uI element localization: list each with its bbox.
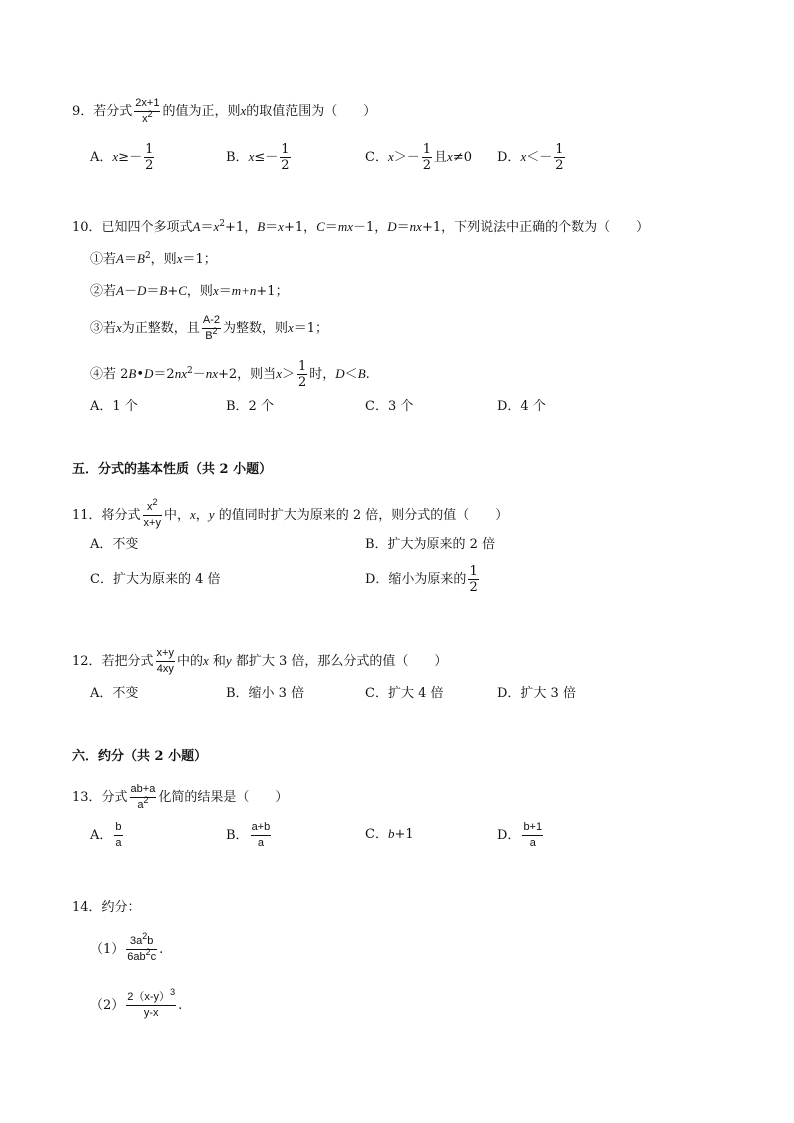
q14-p2-fraction: $\frac{2(x-y)^3}{y-x}$ bbox=[127, 987, 176, 1019]
q12-option-c[interactable]: C．扩大 4 倍 bbox=[365, 686, 444, 701]
q13-fraction: $\frac{ab+a}{a^2}$ bbox=[130, 783, 156, 811]
q10-option-d[interactable]: D．4 个 bbox=[497, 399, 546, 414]
q9-option-a[interactable]: A．x≥－ $\frac{1}{2}$ bbox=[90, 142, 154, 173]
q10-option-c[interactable]: C．3 个 bbox=[365, 399, 414, 414]
q13-stem: 13．分式 $\frac{ab+a}{a^2}$ 化简的结果是（ ） bbox=[72, 783, 289, 811]
q10-option-a[interactable]: A．1 个 bbox=[90, 399, 138, 414]
q11-option-a[interactable]: A．不变 bbox=[90, 537, 139, 552]
section-6-title: 六．约分（共 2 小题） bbox=[72, 749, 208, 764]
q9-fraction: $\frac{2x+1}{x^2}$ bbox=[135, 97, 160, 125]
q10-option-b[interactable]: B．2 个 bbox=[226, 399, 274, 414]
q10-statement-1: ①若$A=B^2$，则x＝1； bbox=[90, 251, 217, 267]
q9-option-c[interactable]: C．x＞－ $\frac{1}{2}$ 且x≠0 bbox=[365, 142, 472, 173]
q10-stem: 10．已知四个多项式$A=x^2+1$，B＝x+1，C＝mx－1，D＝nx+1，下列说法中正确的个数为（ ） bbox=[72, 219, 650, 235]
q9-option-b[interactable]: B．x≤－ $\frac{1}{2}$ bbox=[226, 142, 290, 173]
q12-stem: 12．若把分式 $\frac{x+y}{4xy}$ 中的x 和y 都扩大 3 倍，那么分式的值（ ） bbox=[72, 647, 448, 675]
q13-option-c[interactable]: C．b+1 bbox=[365, 826, 414, 842]
q14-title: 14．约分： bbox=[72, 900, 141, 915]
q13-option-d[interactable]: D． $\frac{b+1}{a}$ bbox=[497, 821, 543, 849]
q12-option-d[interactable]: D．扩大 3 倍 bbox=[497, 686, 576, 701]
q12-option-a[interactable]: A．不变 bbox=[90, 686, 139, 701]
q9-c-fraction: $\frac{1}{2}$ bbox=[422, 142, 432, 173]
q11-fraction: $\frac{x^2}{x+y}$ bbox=[143, 497, 161, 529]
q11-option-b[interactable]: B．扩大为原来的 2 倍 bbox=[365, 537, 496, 552]
q11-d-fraction: $\frac{1}{2}$ bbox=[469, 564, 478, 595]
q13-a-fraction: $\frac{b}{a}$ bbox=[115, 821, 122, 849]
q14-part-2: （2） $\frac{2(x-y)^3}{y-x}$ . bbox=[90, 987, 183, 1019]
q11-option-c[interactable]: C．扩大为原来的 4 倍 bbox=[90, 572, 221, 587]
q13-option-b[interactable]: B． $\frac{a+b}{a}$ bbox=[226, 821, 271, 849]
q13-d-fraction: $\frac{b+1}{a}$ bbox=[523, 821, 543, 849]
q9-b-fraction: $\frac{1}{2}$ bbox=[281, 142, 290, 173]
q14-part-1: （1） $\frac{3a^2b}{6ab^2c}$ . bbox=[90, 931, 164, 963]
q13-b-fraction: $\frac{a+b}{a}$ bbox=[251, 821, 271, 849]
q11-option-d[interactable]: D．缩小为原来的 $\frac{1}{2}$ bbox=[365, 564, 478, 595]
q10-statement-2: ②若A－D＝B+C，则x＝m+n+1； bbox=[90, 283, 289, 299]
q12-fraction: $\frac{x+y}{4xy}$ bbox=[156, 647, 174, 675]
q10-s3-fraction: $\frac{A-2}{B^2}$ bbox=[202, 314, 220, 342]
q11-stem: 11．将分式 $\frac{x^2}{x+y}$ 中，x，y 的值同时扩大为原来的 2 倍，则分式的值（ ） bbox=[72, 497, 509, 529]
q10-statement-3: ③若x为正整数，且 $\frac{A-2}{B^2}$ 为整数，则x＝1； bbox=[90, 314, 329, 342]
q9-a-fraction: $\frac{1}{2}$ bbox=[145, 142, 154, 173]
q10-s4-fraction: $\frac{1}{2}$ bbox=[297, 359, 307, 390]
q9-d-fraction: $\frac{1}{2}$ bbox=[555, 142, 564, 173]
q14-p1-fraction: $\frac{3a^2b}{6ab^2c}$ bbox=[127, 931, 157, 963]
q9-option-d[interactable]: D．x＜－ $\frac{1}{2}$ bbox=[497, 142, 564, 173]
q12-option-b[interactable]: B．缩小 3 倍 bbox=[226, 686, 305, 701]
section-5-title: 五．分式的基本性质（共 2 小题） bbox=[72, 462, 273, 477]
q13-option-a[interactable]: A． $\frac{b}{a}$ bbox=[90, 821, 122, 849]
q10-statement-4: ④若 $2B•D=2nx^2-nx+2$，则当x＞ $\frac{1}{2}$ 时，D＜B. bbox=[90, 359, 370, 390]
q9-stem: 9．若分式 $\frac{2x+1}{x^2}$ 的值为正，则x的取值范围为（ ） bbox=[72, 97, 377, 125]
